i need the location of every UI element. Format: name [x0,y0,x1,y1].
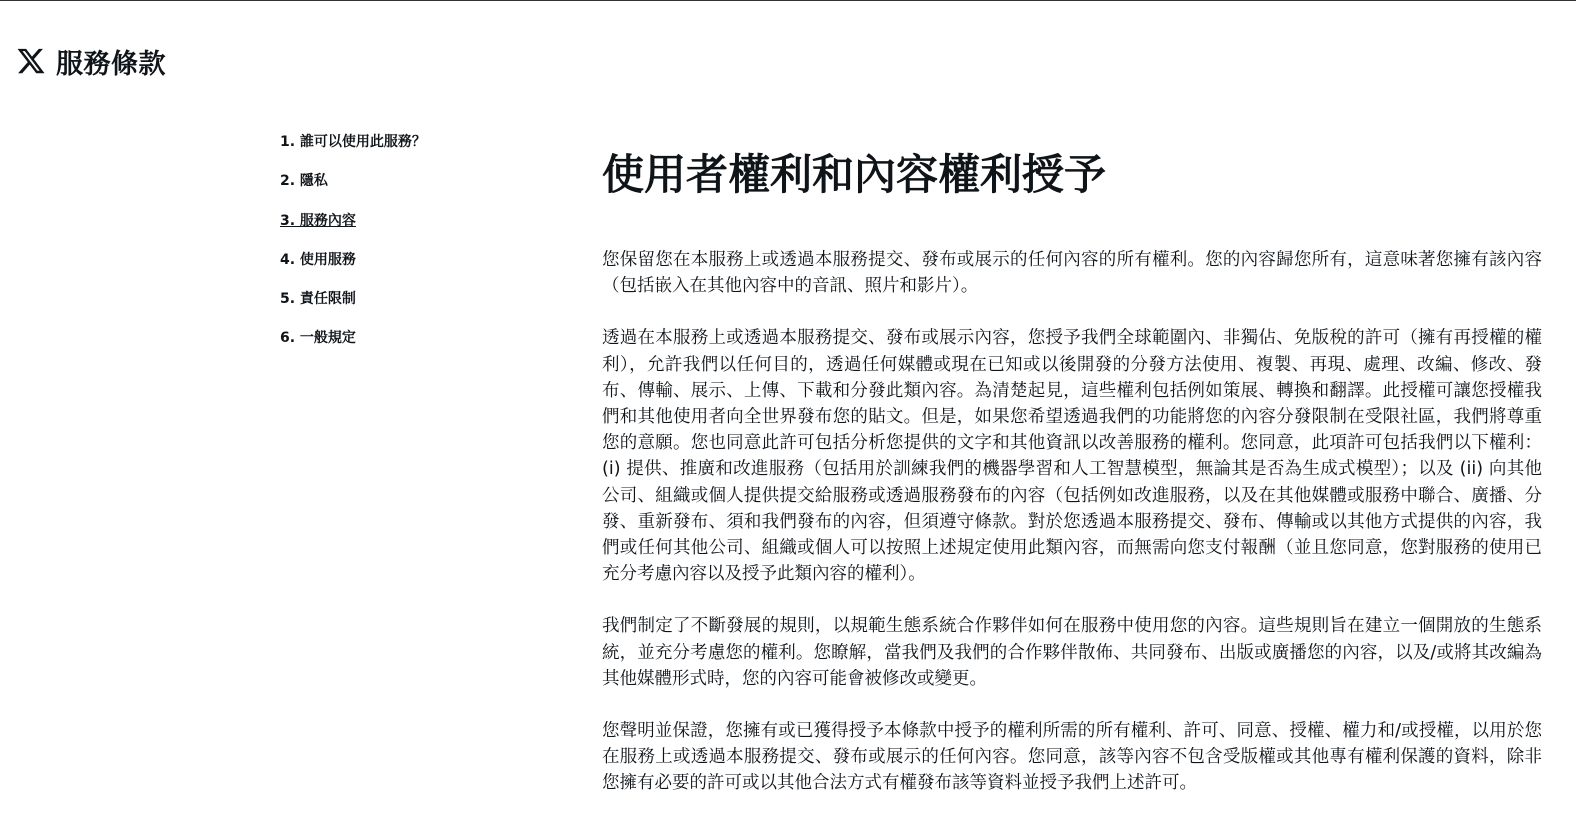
table-of-contents [280,131,540,367]
toc-item-liability[interactable]: 5. 責任限制 [280,291,356,308]
top-border [0,0,1576,1]
paragraph: 透過在本服務上或透過本服務提交、發布或展示內容，您授予我們全球範圍內、非獨佔、免版稅的許可（擁有再授權的權利），允許我們以任何目的，透過任何媒體或現在已知或以後開發的分發方法使用、複製、再現、處理、改編、修改、發布、傳輸、展示、上傳、下載和分發此類內容。為清楚起見，這些權利包括例如策展、轉換和翻譯。此授權可讓您授權我們和其他使用者向全世界發布您的貼文。但是，如果您希望透過我們的功能將您的內容分發限制在受限社區，我們將尊重您的意願。您也同意此許可包括分析您提供的文字和其他資訊以改善服務的權利。您同意，此項許可包括我們以下權利：(i) 提供、推廣和改進服務（包括用於訓練我們的機器學習和人工智慧模型，無論其是否為生成式模型）；以及 (ii) 向其他公司、組織或個人提供提交給服務或透過服務發布的內容（包括例如改進服務，以及在其他媒體或服務中聯合、廣播、分發、重新發布、須和我們發布的內容，但須遵守條款。對於您透過本服務提交、發布、傳輸或以其他方式提供的內容，我們或任何其他公司、組織或個人可以按照上述規定使用此類內容，而無需向您支付報酬（並且您同意，您對服務的使用已充分考慮內容以及授予此類內容的權利）。 [602,328,1542,585]
page-title: 服務條款 [56,48,166,80]
main-content [602,146,1542,797]
toc-item-using-services[interactable]: 4. 使用服務 [280,251,356,268]
page-header [16,42,166,80]
paragraph: 您聲明並保證，您擁有或已獲得授予本條款中授予的權利所需的所有權利、許可、同意、授權、權力和/或授權，以用於您在服務上或透過本服務提交、發布或展示的任何內容。您同意，該等內容不包含受版權或其他專有權利保護的資料，除非您擁有必要的許可或以其他合法方式有權發布該等資料並授予我們上述許可。 [602,721,1542,794]
toc-item-general[interactable]: 6. 一般規定 [280,330,356,347]
toc-item-content[interactable]: 3. 服務內容 [280,212,356,229]
paragraph: 您保留您在本服務上或透過本服務提交、發布或展示的任何內容的所有權利。您的內容歸您所有，這意味著您擁有該內容（包括嵌入在其他內容中的音訊、照片和影片）。 [602,250,1542,297]
toc-item-privacy[interactable]: 2. 隱私 [280,173,328,190]
toc-item-who-can-use[interactable]: 1. 誰可以使用此服務？ [280,134,426,150]
x-logo-icon[interactable] [16,46,46,76]
section-heading: 使用者權利和內容權利授予 [602,150,1107,199]
paragraph: 我們制定了不斷發展的規則，以規範生態系統合作夥伴如何在服務中使用您的內容。這些規則旨在建立一個開放的生態系統，並充分考慮您的權利。您瞭解，當我們及我們的合作夥伴散佈、共同發布、出版或廣播您的內容，以及/或將其改編為其他媒體形式時，您的內容可能會被修改或變更。 [602,616,1542,689]
